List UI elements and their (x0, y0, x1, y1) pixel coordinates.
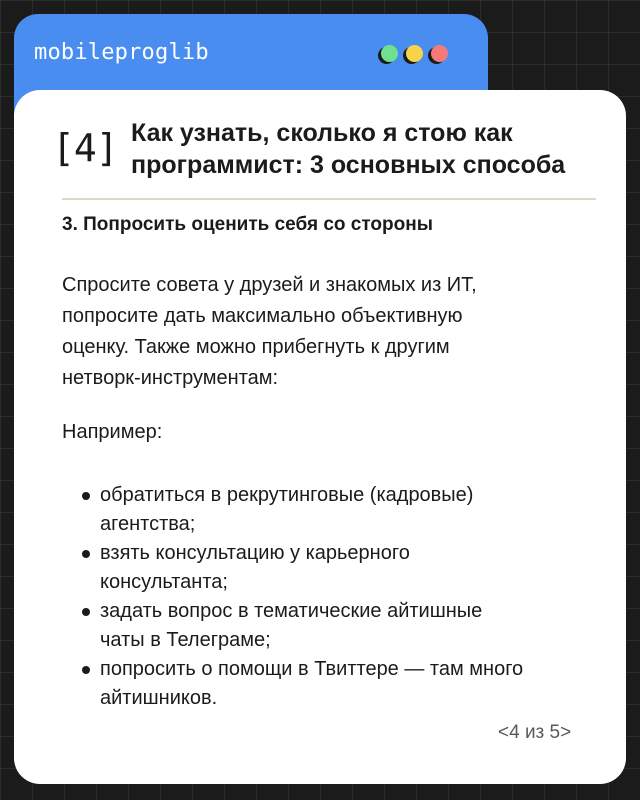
list-item (62, 539, 592, 597)
paragraph-line: Спросите совета у друзей и знакомых из ИТ, (62, 274, 477, 296)
list-item (62, 655, 592, 713)
paragraph-line: оценку. Также можно прибегнуть к другим (62, 336, 450, 358)
list-item-line: чаты в Телеграме; (100, 629, 271, 651)
list-item-line: попросить о помощи в Твиттере — там много (100, 658, 524, 680)
red-dot-icon (431, 45, 448, 62)
section-paragraph (62, 270, 582, 394)
example-label: Например: (62, 421, 163, 443)
bullet-list (62, 481, 592, 713)
yellow-dot-icon (406, 45, 423, 62)
title-line: программист: 3 основных способа (131, 151, 566, 179)
slide-number: [4] (52, 126, 118, 170)
list-item-line: задать вопрос в тематические айтишные (100, 600, 483, 622)
window-dots (381, 45, 448, 62)
list-item-line: айтишников. (100, 687, 218, 709)
brand-label: mobileproglib (34, 40, 209, 65)
page-indicator: <4 из 5> (498, 722, 572, 743)
list-item-line: агентства; (100, 513, 196, 535)
green-dot-icon (381, 45, 398, 62)
list-item-line: обратиться в рекрутинговые (кадровые) (100, 484, 474, 506)
list-item (62, 597, 592, 655)
list-item-line: консультанта; (100, 571, 228, 593)
title-line: Как узнать, сколько я стою как (131, 119, 513, 147)
paragraph-line: попросите дать максимально объективную (62, 305, 463, 327)
list-item-line: взять консультацию у карьерного (100, 542, 410, 564)
section-heading: 3. Попросить оценить себя со стороны (62, 214, 433, 235)
page-title (131, 117, 601, 181)
list-item (62, 481, 592, 539)
paragraph-line: нетворк-инструментам: (62, 367, 279, 389)
divider (62, 198, 596, 200)
